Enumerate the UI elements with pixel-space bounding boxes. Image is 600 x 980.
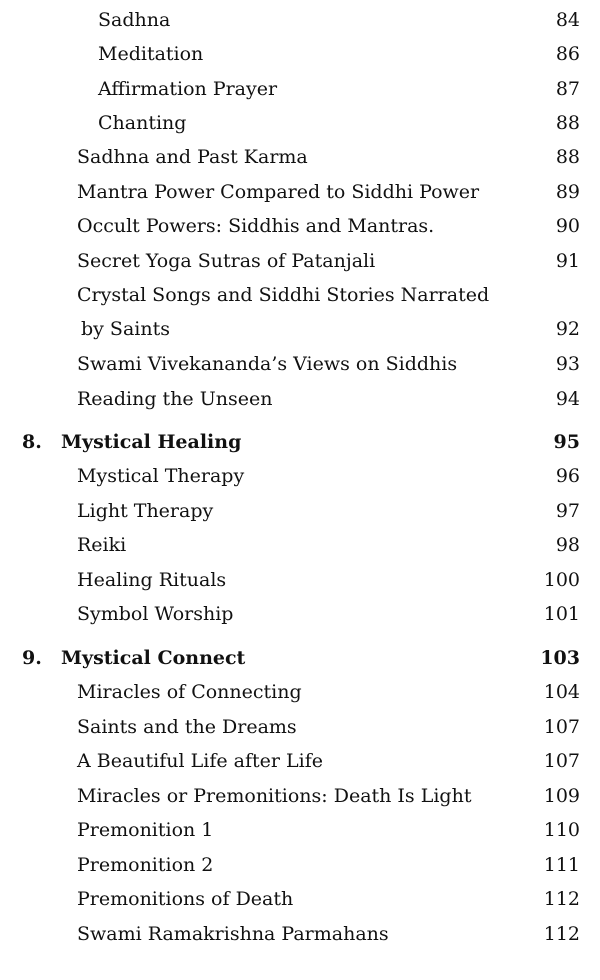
toc-entry	[0, 209, 600, 243]
toc-entry-title: Mantra Power Compared to Siddhi Power	[77, 181, 480, 203]
toc-entry-title: Chanting	[98, 112, 187, 134]
toc-entry-page: 84	[555, 9, 580, 31]
toc-entry-page: 86	[555, 43, 580, 65]
toc-entry	[0, 244, 600, 278]
toc-entry-page: 89	[555, 181, 580, 203]
toc-entry-page: 93	[555, 353, 580, 375]
toc-entry	[0, 744, 600, 778]
toc-entry-page: 90	[555, 215, 580, 237]
toc-entry	[0, 3, 600, 37]
toc-entry-page: 109	[543, 785, 580, 807]
toc-entry-page: 112	[543, 923, 580, 945]
toc-entry	[0, 779, 600, 813]
toc-entry-title: Swami Ramakrishna Parmahans	[77, 923, 389, 945]
toc-entry-page: 110	[543, 819, 580, 841]
toc-entry	[0, 882, 600, 916]
toc-entry-continuation	[0, 312, 600, 346]
toc-entry	[0, 175, 600, 209]
toc-entry-title: Reiki	[77, 534, 127, 556]
toc-entry-page: 98	[555, 534, 580, 556]
toc-entry	[0, 37, 600, 71]
chapter-title: Mystical Healing	[61, 431, 242, 453]
toc-entry-page: 101	[543, 603, 580, 625]
toc-entry-title: Occult Powers: Siddhis and Mantras.	[77, 215, 435, 237]
toc-chapter-8	[0, 425, 600, 459]
toc-entry-title: Premonition 2	[77, 854, 214, 876]
toc-entry-page: 100	[543, 569, 580, 591]
toc-entry-title: Affirmation Prayer	[98, 78, 278, 100]
toc-entry	[0, 813, 600, 847]
toc-entry	[0, 563, 600, 597]
chapter-page: 95	[553, 431, 580, 453]
toc-entry-title: Saints and the Dreams	[77, 716, 297, 738]
toc-entry-title-continuation: by Saints	[81, 318, 170, 340]
toc-entry-title: Sadhna	[98, 9, 171, 31]
toc-entry-title: Healing Rituals	[77, 569, 227, 591]
toc-entry-page: 112	[543, 888, 580, 910]
toc-entry-page: 107	[543, 750, 580, 772]
toc-entry-title: Premonitions of Death	[77, 888, 294, 910]
toc-entry-title: Swami Vivekananda’s Views on Siddhis	[77, 353, 458, 375]
toc-entry-title: Symbol Worship	[77, 603, 234, 625]
toc-entry-page: 91	[555, 250, 580, 272]
chapter-page: 103	[540, 647, 580, 669]
toc-entry-title: Meditation	[98, 43, 204, 65]
toc-entry-title: A Beautiful Life after Life	[77, 750, 323, 772]
toc-entry-title: Miracles of Connecting	[77, 681, 302, 703]
toc-entry	[0, 597, 600, 631]
toc-entry	[0, 494, 600, 528]
toc-entry	[0, 140, 600, 174]
toc-entry	[0, 106, 600, 140]
toc-entry	[0, 917, 600, 951]
toc-entry	[0, 459, 600, 493]
toc-entry-page: 104	[543, 681, 580, 703]
toc-entry-title: Premonition 1	[77, 819, 214, 841]
toc-entry-title: Miracles or Premonitions: Death Is Light	[77, 785, 472, 807]
toc-entry	[0, 382, 600, 416]
chapter-number: 8.	[22, 431, 42, 453]
toc-entry-page: 92	[555, 318, 580, 340]
toc-entry-page: 96	[555, 465, 580, 487]
toc-entry	[0, 675, 600, 709]
toc-entry-page: 111	[543, 854, 580, 876]
toc-entry	[0, 72, 600, 106]
toc-entry-title: Crystal Songs and Siddhi Stories Narrated	[77, 284, 490, 306]
toc-entry-page: 94	[555, 388, 580, 410]
toc-entry-title: Mystical Therapy	[77, 465, 245, 487]
chapter-number: 9.	[22, 647, 42, 669]
toc-entry-page: 107	[543, 716, 580, 738]
toc-entry-page: 88	[555, 146, 580, 168]
toc-entry	[0, 710, 600, 744]
toc-entry-title: Light Therapy	[77, 500, 214, 522]
toc-entry-page: 87	[555, 78, 580, 100]
toc-entry-page: 88	[555, 112, 580, 134]
toc-entry-title: Sadhna and Past Karma	[77, 146, 308, 168]
toc-entry	[0, 347, 600, 381]
toc-entry	[0, 848, 600, 882]
chapter-title: Mystical Connect	[61, 647, 246, 669]
toc-chapter-9	[0, 641, 600, 675]
toc-entry	[0, 528, 600, 562]
toc-entry-title: Reading the Unseen	[77, 388, 273, 410]
toc-entry-title: Secret Yoga Sutras of Patanjali	[77, 250, 376, 272]
toc-entry-page: 97	[555, 500, 580, 522]
toc-entry	[0, 278, 600, 312]
